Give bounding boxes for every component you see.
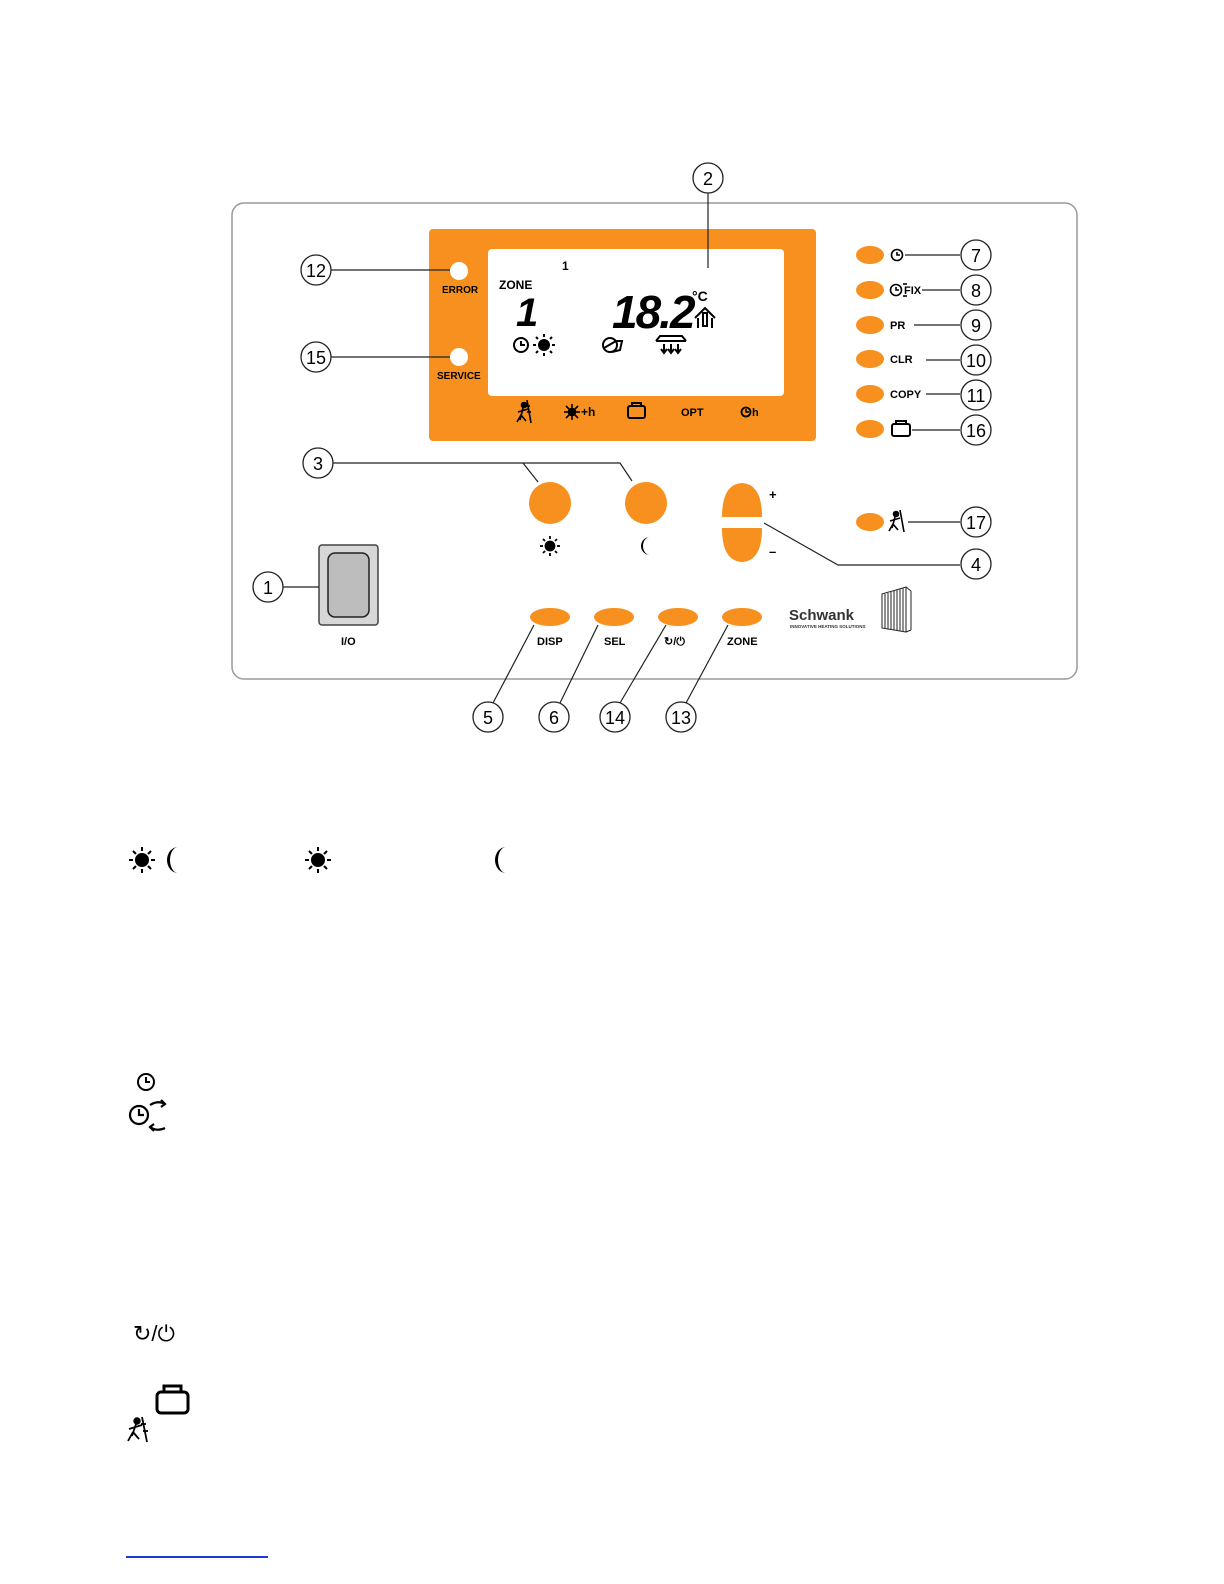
power-switch-label: I/O bbox=[341, 636, 356, 648]
fix-button[interactable] bbox=[856, 281, 884, 299]
callout-8-number: 8 bbox=[970, 281, 982, 301]
clock-button[interactable] bbox=[856, 246, 884, 264]
power-switch-rocker bbox=[328, 553, 369, 617]
footer-link-underline[interactable] bbox=[126, 1556, 268, 1558]
restart-power-button[interactable] bbox=[658, 608, 698, 626]
display-opt-label: OPT bbox=[681, 407, 704, 419]
sel-button[interactable] bbox=[594, 608, 634, 626]
callout-12-number: 12 bbox=[305, 261, 327, 281]
lcd-temperature: 18.2 bbox=[612, 286, 694, 338]
brand-tagline: INNOVATIVE HEATING SOLUTIONS bbox=[790, 624, 866, 629]
callout-11-number: 11 bbox=[966, 386, 986, 406]
comfort-sun-button[interactable] bbox=[529, 482, 571, 524]
callout-15-number: 15 bbox=[305, 348, 327, 368]
sel-label: SEL bbox=[604, 636, 626, 648]
fix-label: FIX bbox=[904, 285, 922, 297]
lcd-zone-label: ZONE bbox=[499, 278, 533, 292]
legend-suitcase-icon bbox=[157, 1386, 188, 1413]
callout-1-number: 1 bbox=[262, 578, 274, 598]
callout-7-number: 7 bbox=[970, 246, 982, 266]
callout-16-number: 16 bbox=[965, 421, 987, 441]
svg-text:h: h bbox=[752, 407, 759, 419]
legend-moon-icon bbox=[167, 847, 178, 873]
legend-clock-cycle-icon bbox=[130, 1100, 165, 1131]
brand-name: Schwank bbox=[789, 607, 855, 624]
lcd-zone-number: 1 bbox=[516, 291, 539, 335]
callout-4-number: 4 bbox=[970, 555, 982, 575]
zone-label: ZONE bbox=[727, 636, 758, 648]
callout-6-number: 6 bbox=[548, 708, 560, 728]
zone-button[interactable] bbox=[722, 608, 762, 626]
copy-label: COPY bbox=[890, 389, 922, 401]
callout-13-number: 13 bbox=[670, 708, 692, 728]
callout-9-number: 9 bbox=[970, 316, 982, 336]
disp-button[interactable] bbox=[530, 608, 570, 626]
clr-button[interactable] bbox=[856, 350, 884, 368]
economy-moon-button[interactable] bbox=[625, 482, 667, 524]
svg-text:+h: +h bbox=[581, 405, 596, 419]
legend-sun-icon bbox=[129, 847, 155, 873]
copy-button[interactable] bbox=[856, 385, 884, 403]
callout-2-number: 2 bbox=[702, 169, 714, 189]
pr-label: PR bbox=[890, 320, 906, 332]
service-led bbox=[450, 348, 468, 366]
lcd-top-digit: 1 bbox=[562, 259, 569, 273]
restart-power-label: ↻/⏻ bbox=[664, 636, 685, 648]
legend-clock-icon bbox=[138, 1074, 154, 1090]
legend-sun-icon-2 bbox=[305, 847, 331, 873]
legend-moon-icon-2 bbox=[495, 847, 506, 873]
callout-3-number: 3 bbox=[312, 454, 324, 474]
chimney-sweep-button[interactable] bbox=[856, 513, 884, 531]
disp-label: DISP bbox=[537, 636, 563, 648]
lcd-unit: °C bbox=[692, 288, 708, 304]
callout-10-number: 10 bbox=[965, 351, 987, 371]
callout-5-number: 5 bbox=[482, 708, 494, 728]
holiday-button[interactable] bbox=[856, 420, 884, 438]
legend-chimney-sweep-icon bbox=[128, 1417, 148, 1442]
error-led bbox=[450, 262, 468, 280]
error-label: ERROR bbox=[442, 285, 479, 296]
plus-label: + bbox=[769, 487, 777, 502]
legend-restart-power-icon: ↻/⏻ bbox=[133, 1321, 175, 1346]
pr-button[interactable] bbox=[856, 316, 884, 334]
sun-icon bbox=[540, 536, 560, 556]
minus-label: – bbox=[769, 544, 777, 559]
callout-17-number: 17 bbox=[965, 513, 987, 533]
callout-14-number: 14 bbox=[604, 708, 626, 728]
clr-label: CLR bbox=[890, 354, 913, 366]
service-label: SERVICE bbox=[437, 371, 481, 382]
